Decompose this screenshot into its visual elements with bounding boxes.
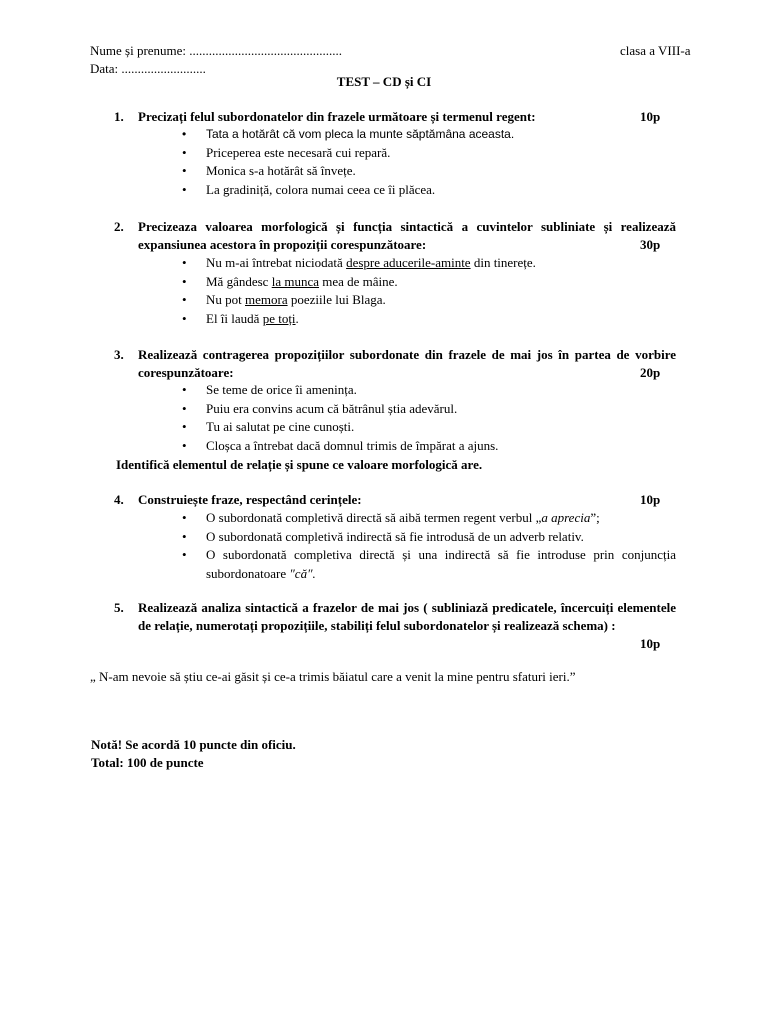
list-item: • Priceperea este necesară cui repară.: [182, 144, 676, 163]
note-line: Notă! Se acordă 10 puncte din oficiu.: [91, 737, 296, 752]
question-number: 4.: [114, 492, 124, 507]
underlined-word: despre aducerile-aminte: [346, 255, 471, 270]
question-text: Precizeaza valoarea morfologică și funcția sintactică a cuvintelor subliniate și realizează expansiunea acestora în propoziții corespunzătoare:: [138, 219, 676, 252]
question-1-points: 10p: [640, 109, 661, 124]
question-4-items: [182, 509, 676, 583]
question-4: [114, 491, 676, 509]
question-text: Realizează analiza sintactică a frazelor de mai jos ( subliniază predicatele, încercuiți elementele de relație, numerotați propozițiile, stabiliți felul subordonatelor și realizează schema) :: [138, 600, 676, 633]
question-text: Precizați felul subordonatelor din frazele următoare și termenul regent:: [138, 109, 536, 124]
total-line: Total: 100 de puncte: [91, 755, 204, 770]
question-3-points: 20p: [640, 365, 661, 380]
list-item: • O subordonată completivă directă să aibă termen regent verbul „a aprecia”;: [182, 509, 676, 528]
class-label: clasa a VIII-a: [620, 43, 691, 58]
question-2-items: [182, 254, 676, 328]
list-item: • Se teme de orice îi amenința.: [182, 381, 676, 400]
underlined-word: memora: [245, 292, 288, 307]
underlined-word: pe toți: [262, 310, 296, 326]
list-item: • Monica s-a hotărât să învețe.: [182, 162, 676, 181]
italic-term: a aprecia: [541, 510, 591, 525]
list-item: • Nu pot memora poeziile lui Blaga.: [182, 291, 676, 310]
list-item: • Mă gândesc la munca mea de mâine.: [182, 273, 676, 292]
question-text: Construiește fraze, respectând cerințele:: [138, 492, 362, 507]
analysis-sentence: „ N-am nevoie să știu ce-ai găsit și ce-a trimis băiatul care a venit la mine pentru sfaturi ieri.”: [90, 669, 576, 684]
list-item: • Cloșca a întrebat dacă domnul trimis de împărat a ajuns.: [182, 437, 676, 456]
list-item: • Nu m-ai întrebat niciodată despre aducerile-aminte din tinerețe.: [182, 254, 676, 273]
question-3: [114, 346, 676, 382]
date-line: Data: ..........................: [90, 61, 206, 76]
list-item: • Tata a hotărât că vom pleca la munte săptămâna aceasta.: [182, 125, 676, 144]
question-number: 3.: [114, 347, 124, 362]
question-3-extra: Identifică elementul de relație și spune ce valoare morfologică are.: [116, 457, 483, 472]
question-2: [114, 218, 676, 254]
list-item: • O subordonată completivă indirectă să fie introdusă de un adverb relativ.: [182, 528, 676, 547]
page-title: TEST – CD și CI: [336, 74, 432, 89]
question-number: 2.: [114, 219, 124, 234]
header-left: [90, 42, 342, 78]
list-item: • Puiu era convins acum că bătrânul știa adevărul.: [182, 400, 676, 419]
question-1-items: [182, 125, 676, 199]
question-number: 5.: [114, 600, 124, 615]
italic-term: ″că″.: [289, 565, 316, 581]
question-1: [114, 108, 676, 126]
question-3-items: [182, 381, 676, 455]
underlined-word: la munca: [271, 273, 319, 289]
list-item: • O subordonată completiva directă și una indirectă să fie introduse prin conjuncția subordonatoare ″că″.: [182, 546, 676, 583]
list-item: • La gradiniță, colora numai ceea ce îi plăcea.: [182, 181, 676, 200]
question-5-points: 10p: [640, 636, 661, 651]
question-2-points: 30p: [640, 237, 661, 252]
question-4-points: 10p: [640, 492, 661, 507]
question-number: 1.: [114, 109, 124, 124]
name-line: Nume și prenume: ...............................................: [90, 43, 343, 58]
list-item: • Tu ai salutat pe cine cunoști.: [182, 418, 676, 437]
question-5: [114, 599, 676, 635]
list-item: • El îi laudă pe toți.: [182, 310, 676, 329]
question-text: Realizează contragerea propozițiilor subordonate din frazele de mai jos în partea de vorbire corespunzătoare:: [138, 347, 676, 380]
